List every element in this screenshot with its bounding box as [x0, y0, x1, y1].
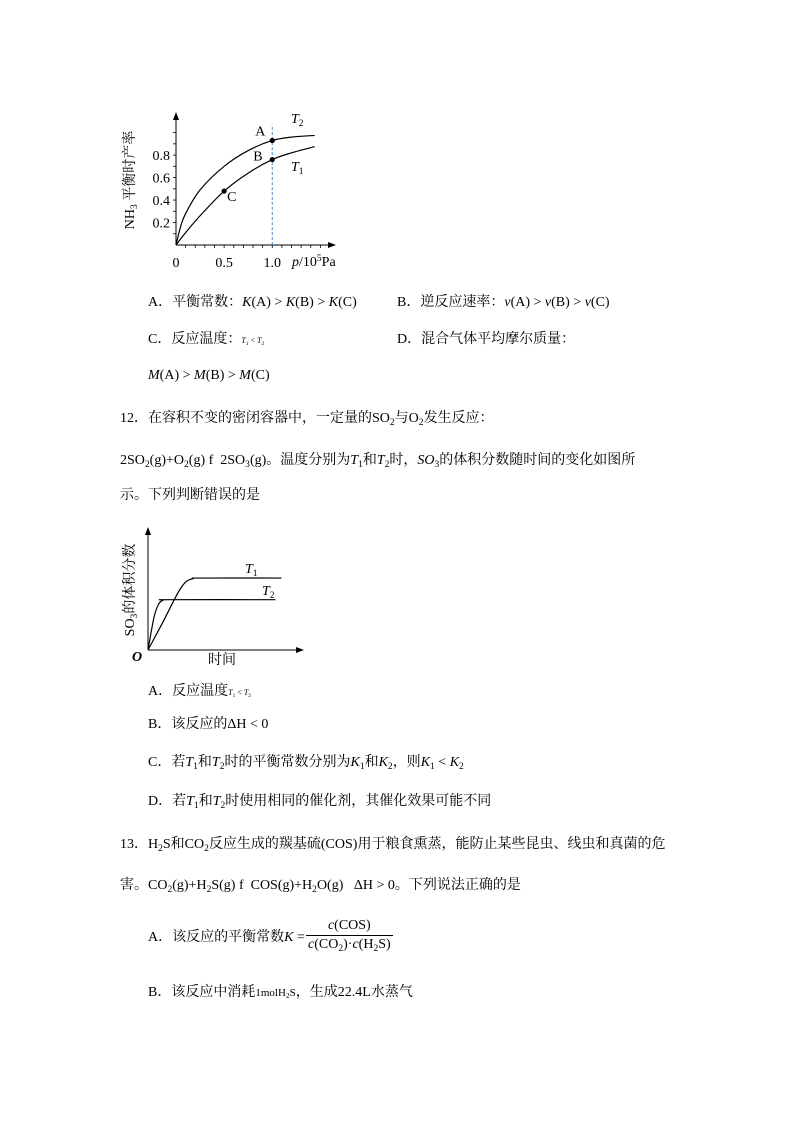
text-segment: 2 — [158, 844, 163, 855]
text-segment: M — [194, 368, 206, 383]
text-segment: v — [584, 295, 591, 310]
text-segment: 1 — [359, 762, 365, 773]
text-segment: 时间 — [208, 653, 236, 668]
text-segment: K — [350, 755, 360, 770]
q11-option-d-formula — [148, 367, 270, 385]
series-label — [245, 561, 258, 579]
q11-option-c — [148, 331, 264, 349]
text-segment: > — [224, 368, 240, 383]
text-segment: 1 — [193, 762, 198, 773]
text-segment: > — [530, 295, 545, 310]
option-text — [148, 684, 228, 699]
text-segment: 2 — [298, 119, 304, 130]
text-segment: 2 — [269, 591, 275, 602]
text-segment: 的体积分数 — [123, 543, 138, 614]
text-segment: c — [327, 918, 335, 933]
text-segment: > — [179, 368, 195, 383]
point-a — [270, 138, 275, 143]
x-tick-label: 0.5 — [215, 256, 233, 271]
q12-stem-line-3 — [120, 487, 260, 505]
text-segment: 1 — [430, 762, 435, 773]
text-segment: Pa — [321, 255, 336, 270]
text-segment: = — [293, 930, 309, 945]
text-segment: 平衡时产率 — [123, 130, 138, 205]
text-segment: K — [378, 755, 388, 770]
text-segment: 2SO — [120, 453, 145, 468]
text-segment: T — [211, 755, 220, 770]
q13-option-a — [148, 929, 308, 947]
text-segment: v — [504, 295, 511, 310]
y-axis-arrow — [173, 112, 179, 120]
text-segment: SO — [417, 453, 435, 468]
text-segment: (COS) — [334, 918, 371, 933]
text-segment: D．若 — [148, 794, 187, 809]
x-tick-label: 1.0 — [263, 256, 281, 271]
text-segment: 3 — [130, 613, 141, 619]
text-segment: 和 — [362, 453, 377, 468]
text-segment: (C) — [250, 368, 270, 383]
text-segment: T — [245, 562, 253, 577]
text-segment: 2 — [219, 762, 225, 773]
q12-option-b — [148, 716, 268, 734]
text-segment: 3 — [434, 460, 440, 471]
text-segment: 1molH — [255, 987, 286, 999]
text-segment: (g)+H — [172, 878, 207, 893]
text-segment: 害。CO — [120, 878, 168, 893]
text-segment: 1 — [245, 340, 249, 347]
x-tick-label: 0 — [172, 256, 180, 271]
y-tick-label: 0.4 — [152, 194, 170, 210]
text-segment: (A) — [159, 368, 180, 383]
text-segment: K — [328, 295, 339, 310]
point-b — [270, 157, 275, 162]
text-segment: B．该反应的ΔH < 0 — [148, 717, 269, 732]
q12-option-a — [148, 683, 251, 701]
text-segment: 反应生成的羰基硫(COS)用于粮食熏蒸，能防止某些昆虫、线虫和真菌的危 — [208, 837, 666, 852]
text-segment: A．该反应的平衡常数 — [148, 930, 285, 945]
text-segment: > — [313, 295, 329, 310]
text-segment: A．反应温度 — [148, 684, 229, 699]
fraction-numerator — [306, 917, 393, 936]
option-text — [148, 985, 255, 1000]
origin-label: O — [132, 650, 143, 665]
text-segment: 3 — [130, 204, 141, 210]
text-segment: K — [284, 930, 294, 945]
text-segment: 2 — [338, 944, 344, 955]
y-axis-label — [122, 115, 140, 245]
text-segment: 1 — [252, 569, 258, 580]
q12-option-c — [148, 754, 464, 772]
text-segment: 时， — [389, 453, 418, 468]
text-segment: 和 — [197, 755, 212, 770]
text-segment: (A) — [510, 295, 530, 310]
text-segment: S) — [378, 937, 391, 952]
text-segment: SO — [123, 618, 138, 637]
text-segment: S — [289, 987, 296, 999]
text-segment: S和CO — [162, 837, 205, 852]
q11-option-b — [397, 294, 610, 312]
text-segment: 1 — [232, 692, 236, 699]
text-segment: D．混合气体平均摩尔质量： — [397, 332, 576, 347]
text-segment: (C) — [338, 295, 357, 310]
option-text — [148, 332, 241, 347]
text-segment: 2 — [261, 340, 265, 347]
equilibrium-constant-fraction — [306, 917, 393, 954]
so3-fraction-chart — [110, 528, 310, 673]
text-segment: (g)。温度分别为 — [249, 453, 351, 468]
text-segment: 和 — [364, 755, 379, 770]
text-segment: < — [235, 688, 244, 697]
text-segment: 2 — [418, 418, 424, 429]
series-label — [262, 583, 275, 601]
q12-stem-line-2 — [120, 452, 635, 470]
y-axis-arrow — [145, 527, 151, 535]
text-segment: 2 — [167, 885, 173, 896]
text-segment: T — [291, 160, 299, 175]
text-segment: 12．在容积不变的密闭容器中，一定量的SO — [120, 411, 390, 426]
text-segment: T — [228, 688, 233, 697]
option-math — [228, 688, 251, 697]
q13-stem-line-2 — [120, 877, 521, 895]
text-segment: 5 — [316, 254, 322, 265]
text-segment: 与O — [394, 411, 419, 426]
text-segment: 2 — [184, 460, 189, 471]
text-segment: 2 — [373, 944, 379, 955]
q13-option-b — [148, 984, 413, 1002]
nh3-yield-chart — [110, 105, 360, 280]
text-segment: T — [243, 688, 249, 697]
option-text — [296, 985, 413, 1000]
text-segment: (g)+O — [149, 453, 185, 468]
text-segment: K — [420, 755, 431, 770]
text-segment: 3 — [245, 460, 250, 471]
fraction-denominator — [306, 936, 393, 954]
point-label: C — [227, 190, 237, 206]
text-segment: 2 — [459, 762, 464, 773]
text-segment: NH — [123, 209, 138, 230]
series-label — [291, 111, 304, 129]
q13-stem-line-1 — [120, 836, 665, 854]
text-segment: 1 — [298, 167, 304, 178]
text-segment: 2 — [384, 460, 390, 471]
text-segment: (g) f 2SO — [188, 453, 246, 468]
text-segment: 时的平衡常数分别为 — [224, 755, 351, 770]
text-segment: (B) — [205, 368, 225, 383]
y-tick-label: 0.6 — [152, 171, 170, 187]
text-segment: c — [352, 937, 359, 952]
text-segment: (C) — [590, 295, 610, 310]
text-segment: 2 — [312, 885, 317, 896]
text-segment: 2 — [220, 801, 226, 812]
q12-stem-line-1 — [120, 410, 494, 428]
text-segment: p — [292, 255, 299, 270]
text-segment: B．逆反应速率： — [397, 295, 505, 310]
text-segment: ，生成22.4L水蒸气 — [295, 985, 413, 1000]
text-segment: (B) — [551, 295, 570, 310]
x-axis-arrow — [296, 647, 304, 653]
series-label — [291, 159, 304, 177]
text-segment: 的体积分数随时间的变化如图所 — [439, 453, 636, 468]
text-segment: (H — [358, 937, 374, 952]
q11-option-d — [397, 331, 575, 349]
text-segment: M — [239, 368, 251, 383]
y-tick-label: 0.8 — [152, 149, 170, 165]
text-segment: T — [241, 336, 246, 345]
text-segment: T — [291, 112, 299, 127]
text-segment: K — [285, 295, 296, 310]
text-segment: 2 — [387, 762, 393, 773]
y-tick-label: 0.2 — [152, 216, 170, 232]
text-segment: O(g) ΔH > 0。下列说法正确的是 — [316, 878, 521, 893]
text-segment: T — [185, 755, 194, 770]
text-segment: 2 — [248, 692, 251, 699]
text-segment: c — [308, 937, 315, 952]
text-segment: 13．H — [120, 837, 159, 852]
point-label: B — [253, 149, 263, 165]
text-segment: 2 — [144, 460, 150, 471]
option-math — [255, 987, 295, 999]
series-curve — [148, 600, 276, 650]
text-segment: C．若 — [148, 755, 186, 770]
text-segment: C．反应温度： — [148, 332, 242, 347]
text-segment: 和 — [198, 794, 213, 809]
text-segment: 示。下列判断错误的是 — [120, 488, 260, 503]
text-segment: 1 — [358, 460, 363, 471]
q11-option-a — [148, 294, 357, 312]
point-c — [222, 188, 227, 193]
x-axis-label — [208, 652, 236, 670]
text-segment: T — [376, 453, 385, 468]
text-segment: A．平衡常数： — [148, 295, 243, 310]
text-segment: T — [186, 794, 194, 809]
text-segment: < — [248, 336, 258, 345]
text-segment: S(g) f COS(g)+H — [211, 878, 313, 893]
text-segment: K — [449, 755, 460, 770]
text-segment: (A) — [251, 295, 271, 310]
text-segment: 2 — [285, 991, 290, 1001]
text-segment: 2 — [206, 885, 212, 896]
text-segment: 2 — [389, 418, 395, 429]
option-math — [241, 336, 264, 345]
text-segment: 1 — [193, 801, 199, 812]
text-segment: M — [148, 368, 160, 383]
text-segment: T — [257, 336, 262, 345]
text-segment: (B) — [295, 295, 314, 310]
text-segment: < — [434, 755, 450, 770]
text-segment: /10 — [299, 255, 317, 270]
text-segment: > — [270, 295, 286, 310]
text-segment: v — [544, 295, 552, 310]
x-axis-label — [292, 254, 336, 272]
text-segment: 发生反应： — [423, 411, 494, 426]
text-segment: K — [242, 295, 252, 310]
text-segment: 2 — [204, 844, 209, 855]
x-axis-arrow — [328, 242, 336, 248]
text-segment: 时使用相同的催化剂，其催化效果可能不同 — [225, 794, 492, 809]
text-segment: (CO — [314, 937, 339, 952]
q12-option-d — [148, 793, 491, 811]
text-segment: B．该反应中消耗 — [148, 985, 256, 1000]
text-segment: ，则 — [392, 755, 421, 770]
text-segment: T — [350, 453, 359, 468]
y-axis-label — [122, 530, 140, 650]
text-segment: > — [569, 295, 585, 310]
point-label: A — [255, 124, 266, 140]
text-segment: T — [262, 584, 270, 599]
text-segment: )· — [343, 937, 353, 952]
text-segment: T — [212, 794, 221, 809]
